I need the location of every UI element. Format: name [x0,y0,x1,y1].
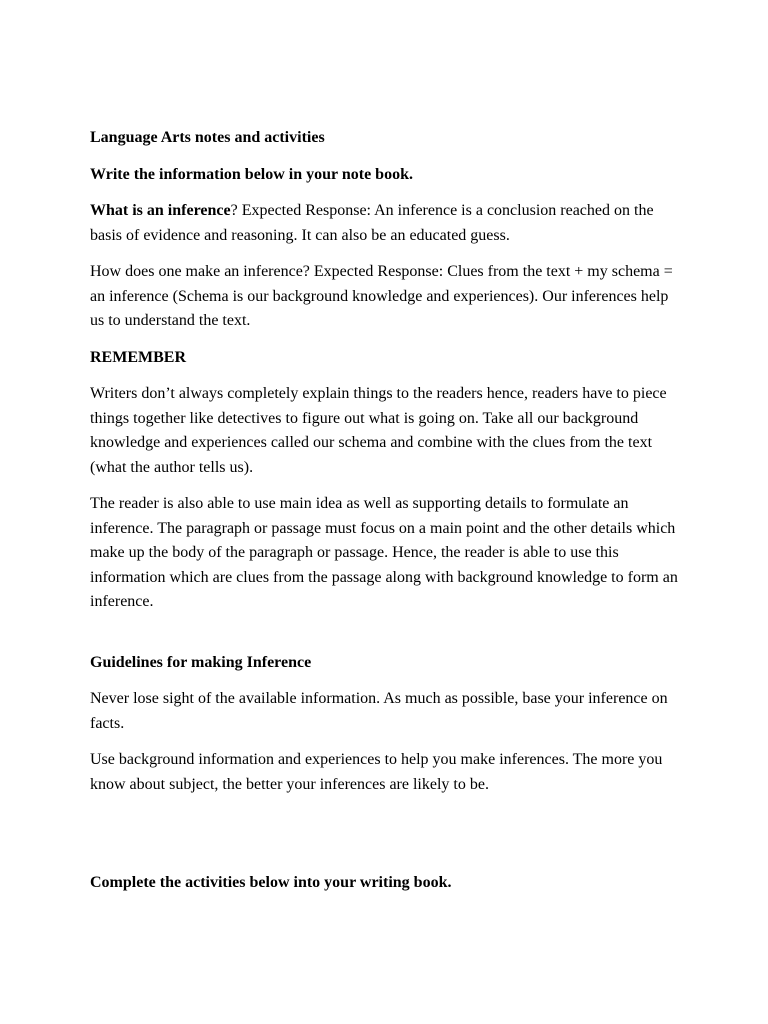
question-label: What is an inference [90,202,231,219]
note-instruction: Write the information below in your note book. [90,165,413,183]
document-body [90,126,680,908]
remember-heading: REMEMBER [90,348,186,366]
activities-instruction: Complete the activities below into your writing book. [90,874,452,891]
guideline-background-information: Use background information and experiences to help you make inferences. The more you know about subject, the better your inferences are likely to be. [90,751,663,793]
guideline-available-information: Never lose sight of the available information. As much as possible, base your inference on facts. [90,690,668,732]
document-title: Language Arts notes and activities [90,129,325,146]
question-answer: ? Expected Response: An inference is a conclusion reached on the basis of evidence and reasoning. It can also be an educated guess. [90,202,654,244]
guidelines-heading: Guidelines for making Inference [90,653,312,671]
question-how-to-infer: How does one make an inference? Expected Response: Clues from the text + my schema = an inference (Schema is our background knowledge and experiences). Our inferences help us to understand the text. [90,263,673,329]
paragraph-writers: Writers don’t always completely explain things to the readers hence, readers have to piece things together like detectives to figure out what is going on. Take all our background knowledge and experiences called our schema and combine with the clues from the text (what the author tells us). [90,385,667,476]
paragraph-main-idea: The reader is also able to use main idea as well as supporting details to formulate an inference. The paragraph or passage must focus on a main point and the other details which make up the body of the paragraph or passage. Hence, the reader is able to use this information which are clues from the passage along with background knowledge to form an inference. [90,495,678,610]
question-inference-definition [90,199,680,248]
